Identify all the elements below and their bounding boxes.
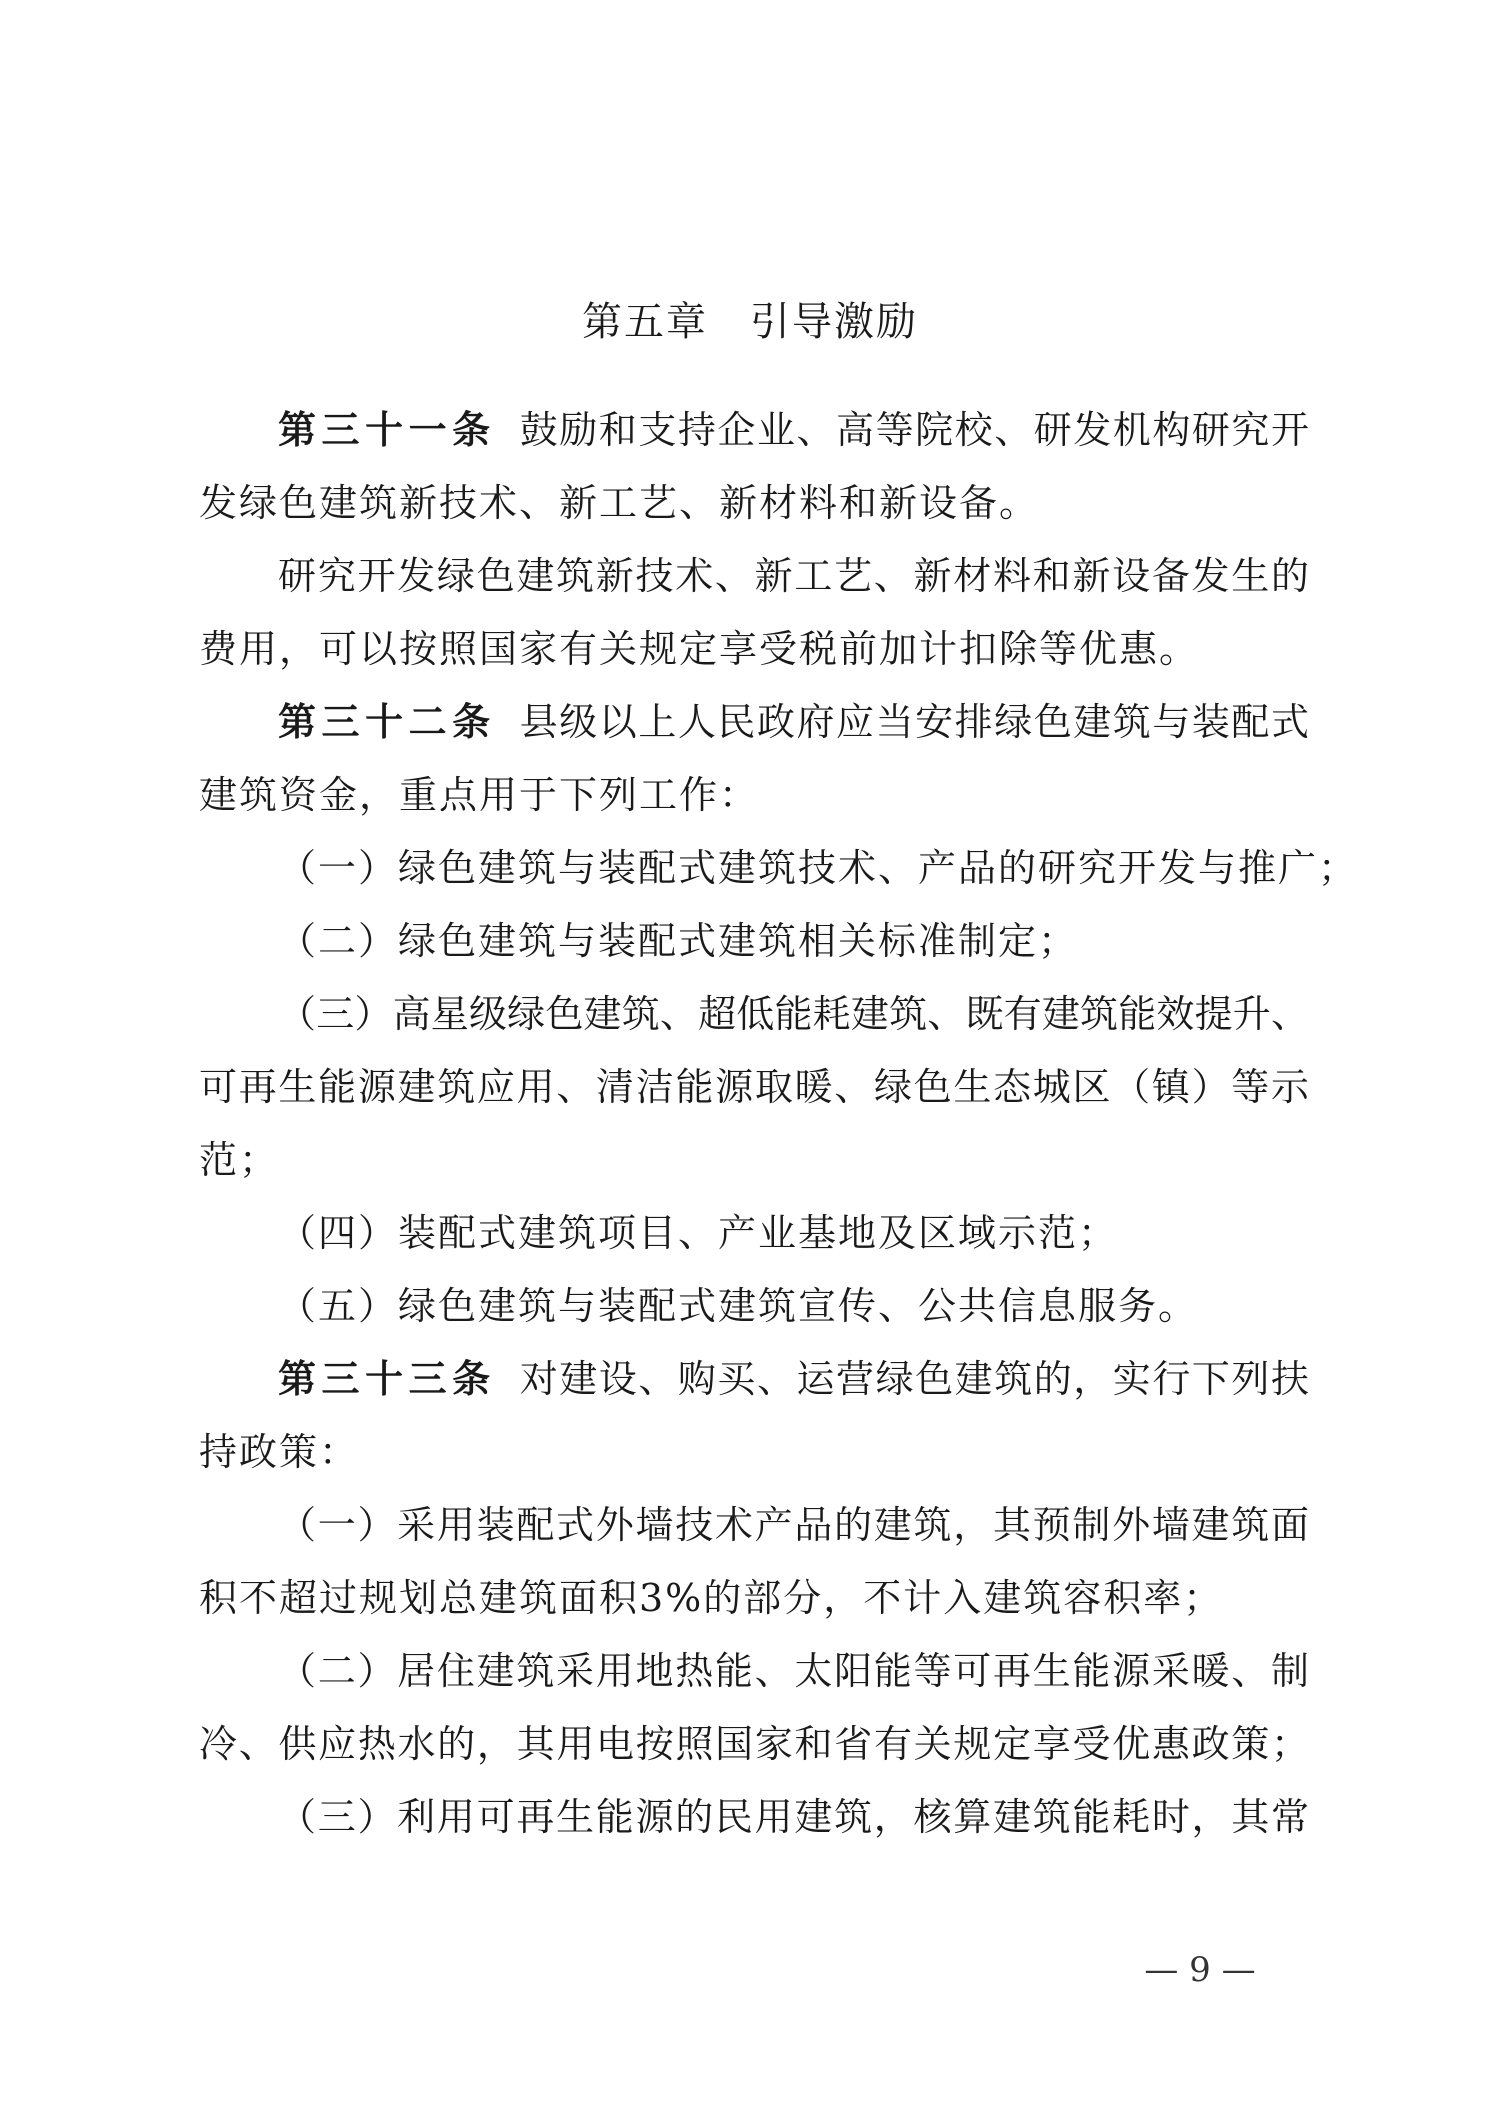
article-32-item-2: （二）绿色建筑与装配式建筑相关标准制定； xyxy=(278,919,1079,963)
article-32-line-1 xyxy=(278,694,1309,750)
article-32-line-2: 建筑资金，重点用于下列工作： xyxy=(199,773,760,817)
article-32-item-3-line-3: 范； xyxy=(199,1138,280,1182)
article-33-line-2: 持政策： xyxy=(199,1430,360,1474)
article-33-text: 对建设、购买、运营绿色建筑的，实行下列扶 xyxy=(519,1357,1309,1401)
article-33-item-2-line-1: （二）居住建筑采用地热能、太阳能等可再生能源采暖、制 xyxy=(278,1649,1309,1693)
article-32-heading: 第三十二条 xyxy=(278,700,496,744)
article-32-item-1: （一）绿色建筑与装配式建筑技术、产品的研究开发与推广； xyxy=(278,846,1359,890)
article-32-item-3-line-2: 可再生能源建筑应用、清洁能源取暖、绿色生态城区（镇）等示 xyxy=(199,1065,1309,1109)
article-33-heading: 第三十三条 xyxy=(278,1357,496,1401)
article-32-item-4: （四）装配式建筑项目、产业基地及区域示范； xyxy=(278,1211,1119,1255)
chapter-title: 第五章 引导激励 xyxy=(582,299,918,345)
article-31-line-2: 发绿色建筑新技术、新工艺、新材料和新设备。 xyxy=(199,481,1040,525)
article-33-item-1-line-2: 积不超过规划总建筑面积3%的部分，不计入建筑容积率； xyxy=(199,1576,1224,1620)
article-31-heading: 第三十一条 xyxy=(278,408,496,452)
article-32-item-3-line-1: （三）高星级绿色建筑、超低能耗建筑、既有建筑能效提升、 xyxy=(278,992,1309,1036)
article-33-item-2-line-2: 冷、供应热水的，其用电按照国家和省有关规定享受优惠政策； xyxy=(199,1722,1309,1766)
article-31-line-1 xyxy=(278,402,1309,458)
article-31-para-2-line-2: 费用，可以按照国家有关规定享受税前加计扣除等优惠。 xyxy=(199,627,1200,671)
article-32-item-5: （五）绿色建筑与装配式建筑宣传、公共信息服务。 xyxy=(278,1284,1199,1328)
article-31-para-2-line-1: 研究开发绿色建筑新技术、新工艺、新材料和新设备发生的 xyxy=(278,554,1309,598)
article-33-item-1-line-1: （一）采用装配式外墙技术产品的建筑，其预制外墙建筑面 xyxy=(278,1503,1309,1547)
article-31-text: 鼓励和支持企业、高等院校、研发机构研究开 xyxy=(519,408,1309,452)
article-33-line-1 xyxy=(278,1351,1309,1407)
article-32-text: 县级以上人民政府应当安排绿色建筑与装配式 xyxy=(519,700,1309,744)
article-33-item-3-line-1: （三）利用可再生能源的民用建筑，核算建筑能耗时，其常 xyxy=(278,1795,1309,1839)
page-number: — 9 — xyxy=(1144,1950,1256,1990)
